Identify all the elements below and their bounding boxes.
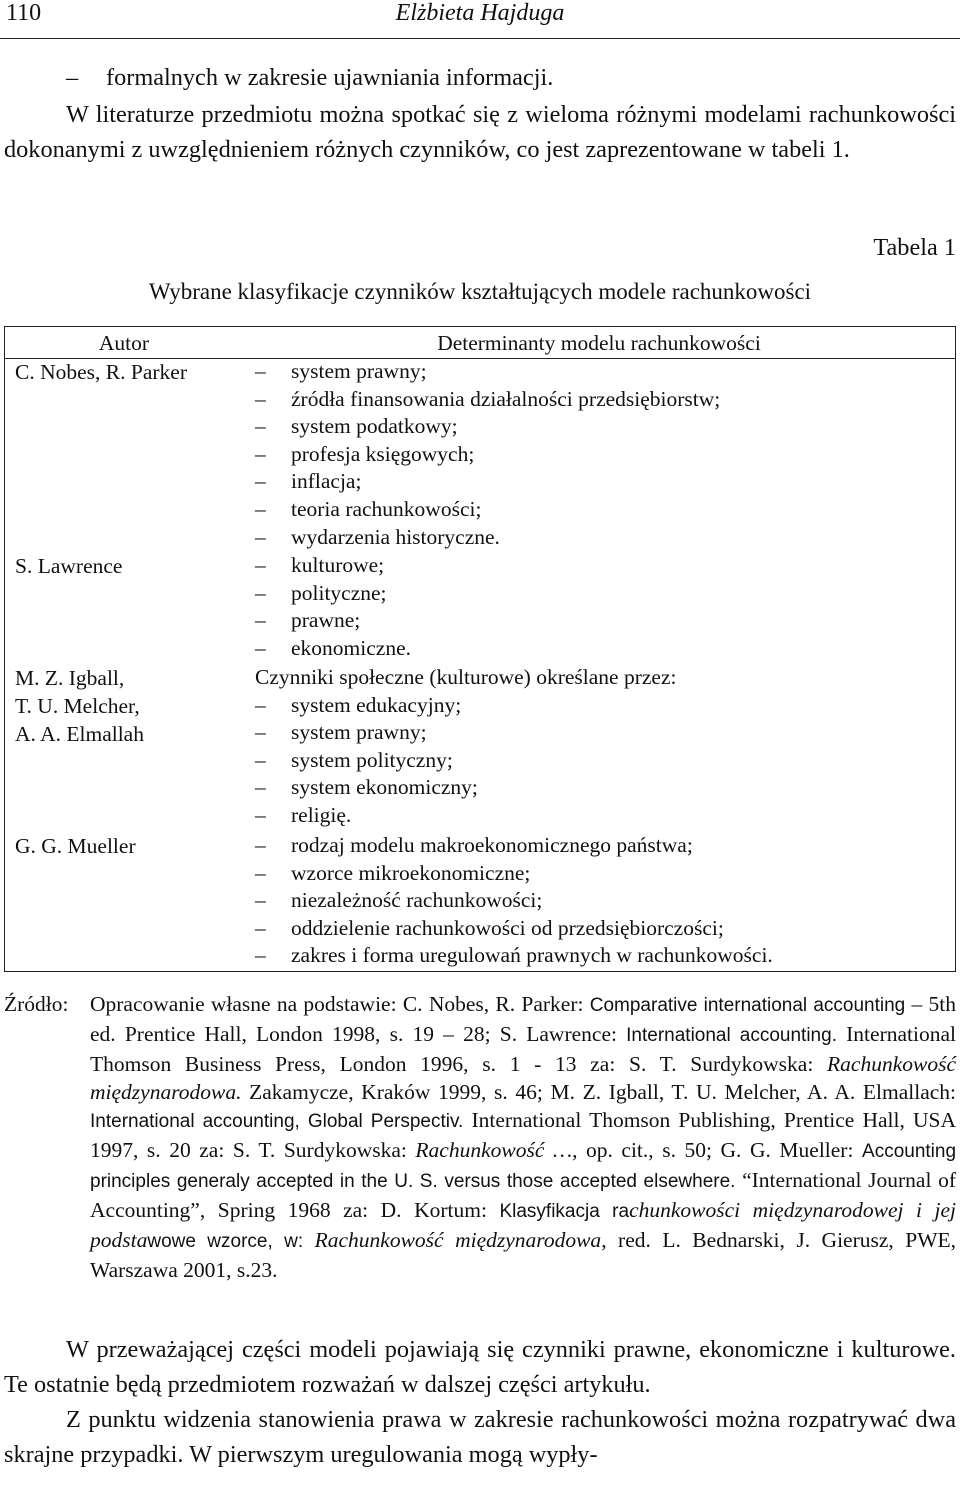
list-item: – system ekonomiczny; xyxy=(255,775,478,800)
list-item: – system polityczny; xyxy=(255,747,453,772)
list-item: – system prawny; xyxy=(255,359,427,383)
header-determinants: Determinanty modelu rachunkowości xyxy=(437,331,761,355)
author-line: M. Z. Igball, xyxy=(15,666,125,690)
closing-paragraph-1: W przeważającej części modeli pojawiają się czynniki prawne, ekonomiczne i kulturowe. Te ostatnie będą przedmiotem rozważań w dalszej części artykułu. xyxy=(4,1336,956,1398)
list-item: – ekonomiczne. xyxy=(255,635,411,660)
row-determinants xyxy=(255,358,945,551)
intro-paragraph-block xyxy=(4,98,956,167)
row-determinants xyxy=(255,832,945,970)
list-item: – źródła finansowania działalności przedsiębiorstw; xyxy=(255,386,721,411)
row-determinants xyxy=(255,664,945,830)
closing-text xyxy=(4,1332,956,1472)
list-item: – wzorce mikroekonomiczne; xyxy=(255,860,531,885)
source-label: Źródło: xyxy=(4,992,69,1016)
table-title: Wybrane klasyfikacje czynników kształtujących modele rachunkowości xyxy=(148,279,812,304)
row-author: S. Lawrence xyxy=(15,554,123,578)
dash-bullet: – xyxy=(66,64,79,91)
page-header xyxy=(0,0,960,40)
source-text: Opracowanie własne na podstawie: C. Nobes, R. Parker: Comparative international accounting – 5th ed. Prentice Hall, London 1998, s. 19 – 28; S. Lawrence: International accounting. International Thomson Business Press, London 1996, s. 1 - 13 za: S. T. Surdykowska: Rachunkowość międzynarodowa. Zakamycze, Kraków 1999, s. 46; M. Z. Igball, T. U. Melcher, A. A. Elmallach: International accounting, Global Perspectiv. International Thomson Publishing, Prentice Hall, USA 1997, s. 20 za: S. T. Surdykowska: Rachunkowość …, op. cit., s. 50; G. G. Mueller: Accounting principles generaly accepted in the U. S. versus those accepted elsewhere. “International Journal of Accounting”, Spring 1968 za: D. Kortum: Klasyfikacja rachunkowości międzynarodowej i jej podstawowe wzorce, w: Rachunkowość międzynarodowa, red. L. Bednarski, J. Gierusz, PWE, Warszawa 2001, s.23. xyxy=(90,992,957,1282)
header-rule xyxy=(0,38,960,39)
list-item: – system edukacyjny; xyxy=(255,692,462,717)
list-item: – wydarzenia historyczne. xyxy=(255,524,500,549)
running-head-author: Elżbieta Hajduga xyxy=(395,0,565,26)
list-item: – polityczne; xyxy=(255,580,387,605)
row-author xyxy=(15,664,240,748)
list-item: – kulturowe; xyxy=(255,553,385,577)
table-header-row xyxy=(5,327,955,359)
list-item: – prawne; xyxy=(255,608,361,633)
table-label: Tabela 1 xyxy=(873,234,956,261)
list-item: – niezależność rachunkowości; xyxy=(255,888,543,913)
author-line: T. U. Melcher, xyxy=(15,694,140,718)
row-author: C. Nobes, R. Parker xyxy=(15,360,187,384)
header-author: Autor xyxy=(98,331,150,355)
intro-dash-item xyxy=(66,64,553,92)
list-item: – zakres i forma uregulowań prawnych w rachunkowości. xyxy=(255,943,773,968)
list-item: – inflacja; xyxy=(255,469,362,494)
list-item: – teoria rachunkowości; xyxy=(255,496,482,521)
closing-paragraph-2: Z punktu widzenia stanowienia prawa w zakresie rachunkowości można rozpatrywać dwa skrajne przypadki. W pierwszym uregulowania mogą wypły- xyxy=(4,1406,956,1468)
list-item: – religię. xyxy=(255,802,352,827)
row-author: G. G. Mueller xyxy=(15,834,136,858)
classification-table xyxy=(4,326,956,972)
page-number: 110 xyxy=(6,0,42,26)
author-line: A. A. Elmallah xyxy=(15,722,144,746)
list-item: – oddzielenie rachunkowości od przedsiębiorczości; xyxy=(255,915,724,940)
list-item: – rodzaj modelu makroekonomicznego państwa; xyxy=(255,833,693,857)
list-item: – system prawny; xyxy=(255,720,427,745)
row-lead-text: Czynniki społeczne (kulturowe) określane przez: xyxy=(255,665,677,689)
intro-dash-text: formalnych w zakresie ujawniania informacji. xyxy=(106,64,554,91)
row-determinants xyxy=(255,552,945,662)
list-item: – profesja księgowych; xyxy=(255,441,475,466)
list-item: – system podatkowy; xyxy=(255,414,458,439)
intro-paragraph: W literaturze przedmiotu można spotkać się z wieloma różnymi modelami rachunkowości dokonanymi z uwzględnieniem różnych czynników, co jest zaprezentowane w tabeli 1. xyxy=(4,101,956,163)
